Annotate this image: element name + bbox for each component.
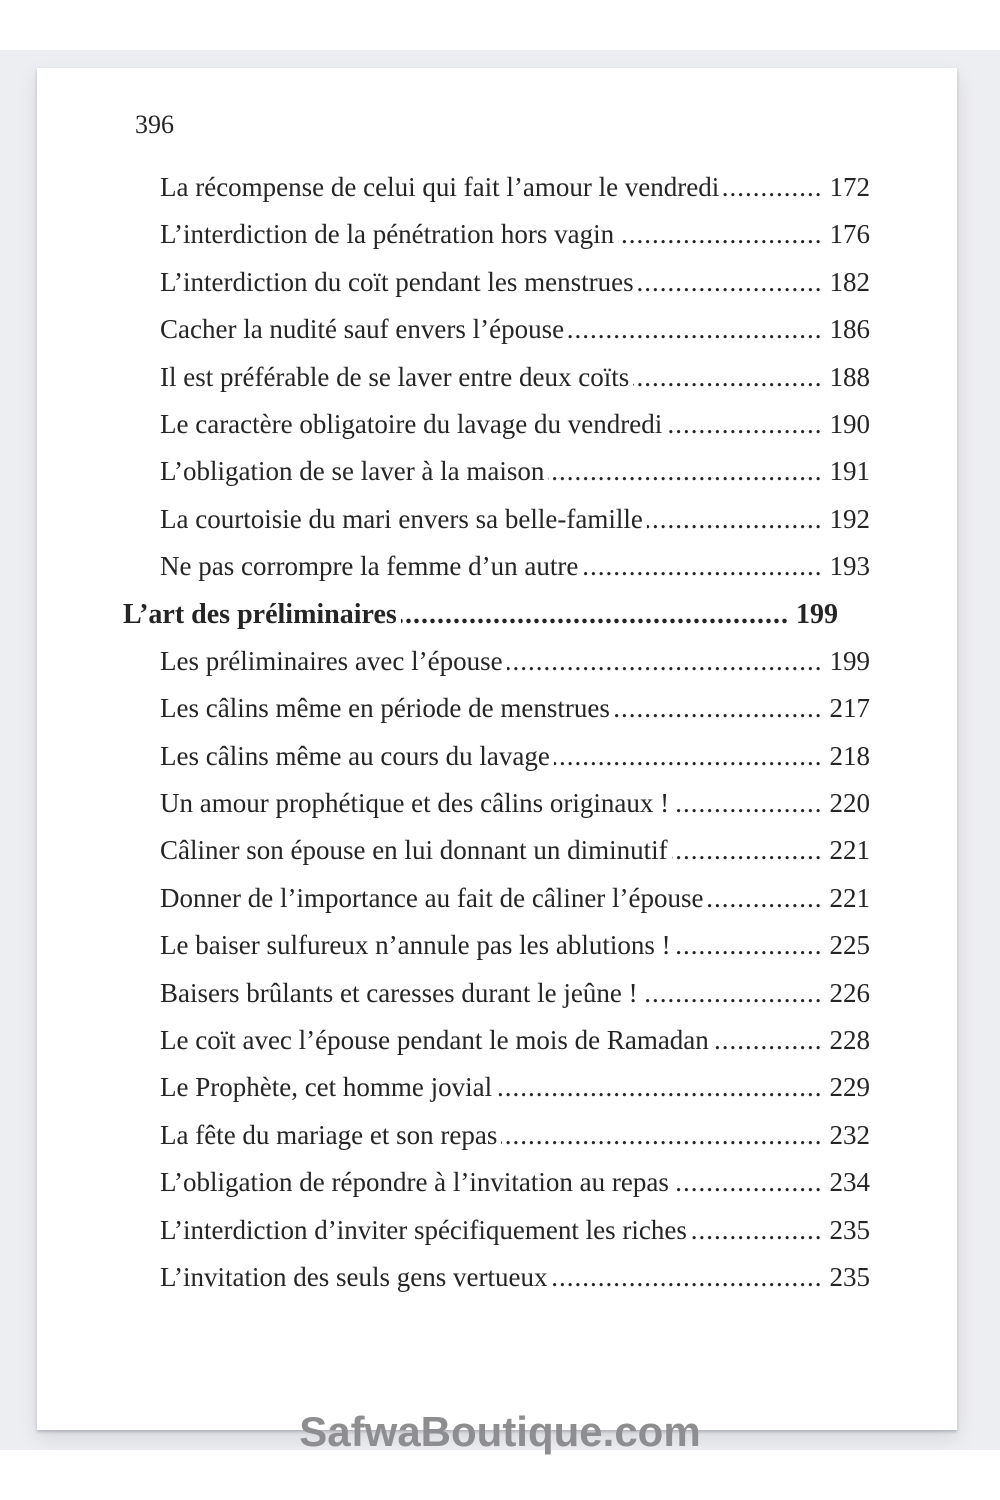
toc-entry [123,401,870,448]
toc-entry-page-number: 191 [829,456,870,487]
toc-entry-page-number: 225 [829,930,870,961]
toc-entry-page-number: 199 [796,598,838,630]
toc-entry-page-number: 190 [829,408,870,439]
toc-entry-page-number: 199 [829,645,870,676]
toc-entry-page-number: 188 [829,361,870,392]
toc-dot-leader [582,551,822,582]
watermark-text: SafwaBoutique.com [299,1408,701,1455]
toc-dot-leader [496,1072,822,1103]
toc-dot-leader [507,646,823,677]
toc-entry [123,780,870,827]
toc-dot-leader [647,504,823,535]
toc-dot-leader [708,883,823,914]
toc-entry [123,1017,870,1064]
toc-entry-page-number: 182 [829,266,870,297]
toc-entry-title: La récompense de celui qui fait l’amour le vendredi [160,172,720,202]
toc-entry [123,306,870,353]
toc-entry-title: Donner de l’importance au fait de câliner l’épouse [160,882,704,913]
toc-dot-leader [673,1167,823,1198]
toc-entry-title: Cacher la nudité sauf envers l’épouse [160,314,565,345]
toc-entry-page-number: 186 [829,314,870,345]
toc-entry [123,1064,870,1111]
toc-dot-leader [618,219,822,250]
toc-entry [123,259,870,306]
toc-entry-page-number: 221 [829,835,870,866]
toc-entry-title: Le Prophète, cet homme jovial [160,1072,493,1103]
toc-entry-page-number: 192 [829,503,870,534]
toc-entry-page-number: 232 [829,1119,870,1150]
toc-dot-leader [501,1120,822,1151]
toc-entry-title: L’invitation des seuls gens vertueux [160,1261,548,1292]
toc-entry-title: Ne pas corrompre la femme d’un autre [160,551,579,582]
toc-dot-leader [568,314,822,345]
toc-dot-leader [672,835,823,866]
toc-entry-title: Baisers brûlants et caresses durant le jeûne ! [160,977,638,1008]
toc-entry-title: Câliner son épouse en lui donnant un diminutif [160,835,668,866]
toc-dot-leader [723,172,822,203]
book-page [37,68,957,1430]
toc-entry [123,1207,870,1254]
toc-dot-leader [691,1215,823,1246]
toc-entry [123,496,870,543]
toc-dot-leader [642,978,823,1009]
toc-dot-leader [551,1262,822,1293]
toc-entry [123,1159,870,1206]
toc-entry-title: L’obligation de se laver à la maison [160,456,545,487]
toc-entry-title: L’interdiction du coït pendant les menstrues [160,266,634,297]
toc-entry-page-number: 234 [829,1167,870,1198]
toc-entry [123,1254,870,1301]
toc-entry-page-number: 220 [829,788,870,819]
toc-entry-title: Un amour prophétique et des câlins originaux ! [160,788,670,819]
toc-dot-leader [554,741,823,772]
toc-entry [123,733,870,780]
toc-dot-leader [675,930,823,961]
toc-entry [123,354,870,401]
toc-entry-title: L’interdiction de la pénétration hors vagin [160,219,615,250]
toc-entry-title: L’art des préliminaires [123,598,397,630]
toc-entry-title: L’obligation de répondre à l’invitation au repas [160,1167,669,1198]
toc-entry-page-number: 235 [829,1261,870,1292]
toc-entry-page-number: 217 [829,693,870,724]
table-of-contents [123,164,870,1301]
toc-dot-leader [638,267,823,298]
toc-entry-title: La fête du mariage et son repas [160,1119,498,1150]
toc-entry [123,638,870,685]
page-number: 396 [135,110,174,139]
toc-dot-leader [614,693,823,724]
toc-entry-title: Il est préférable de se laver entre deux coïts [160,361,630,392]
toc-entry-title: L’interdiction d’inviter spécifiquement les riches [160,1214,687,1245]
scan-background [0,50,1000,1450]
toc-dot-leader [633,362,822,393]
toc-dot-leader [666,409,822,440]
toc-dot-leader [673,788,822,819]
toc-section-heading [123,591,838,638]
toc-entry-title: Le caractère obligatoire du lavage du vendredi [160,408,663,439]
toc-entry [123,543,870,590]
toc-entry-page-number: 176 [829,219,870,250]
toc-entry-title: Les préliminaires avec l’épouse [160,645,503,676]
toc-entry [123,211,870,258]
toc-entry-page-number: 228 [829,1025,870,1056]
toc-entry [123,875,870,922]
toc-entry-title: La courtoisie du mari envers sa belle-famille [160,503,643,534]
toc-entry-page-number: 229 [829,1072,870,1103]
toc-dot-leader [548,456,822,487]
toc-entry [123,164,870,211]
toc-entry-page-number: 221 [829,882,870,913]
toc-entry [123,1112,870,1159]
toc-entry [123,827,870,874]
toc-entry-page-number: 235 [829,1214,870,1245]
toc-dot-leader [713,1025,823,1056]
toc-entry-title: Les câlins même au cours du lavage [160,740,550,771]
toc-entry-title: Le coït avec l’épouse pendant le mois de Ramadan [160,1025,709,1056]
toc-entry [123,685,870,732]
toc-entry-title: Le baiser sulfureux n’annule pas les ablutions ! [160,930,671,961]
toc-entry [123,448,870,495]
toc-entry [123,970,870,1017]
toc-entry [123,922,870,969]
toc-entry-page-number: 218 [829,740,870,771]
toc-entry-page-number: 172 [829,172,870,202]
toc-dot-leader [401,599,789,631]
toc-entry-page-number: 193 [829,551,870,582]
toc-entry-page-number: 226 [829,977,870,1008]
toc-entry-title: Les câlins même en période de menstrues [160,693,610,724]
